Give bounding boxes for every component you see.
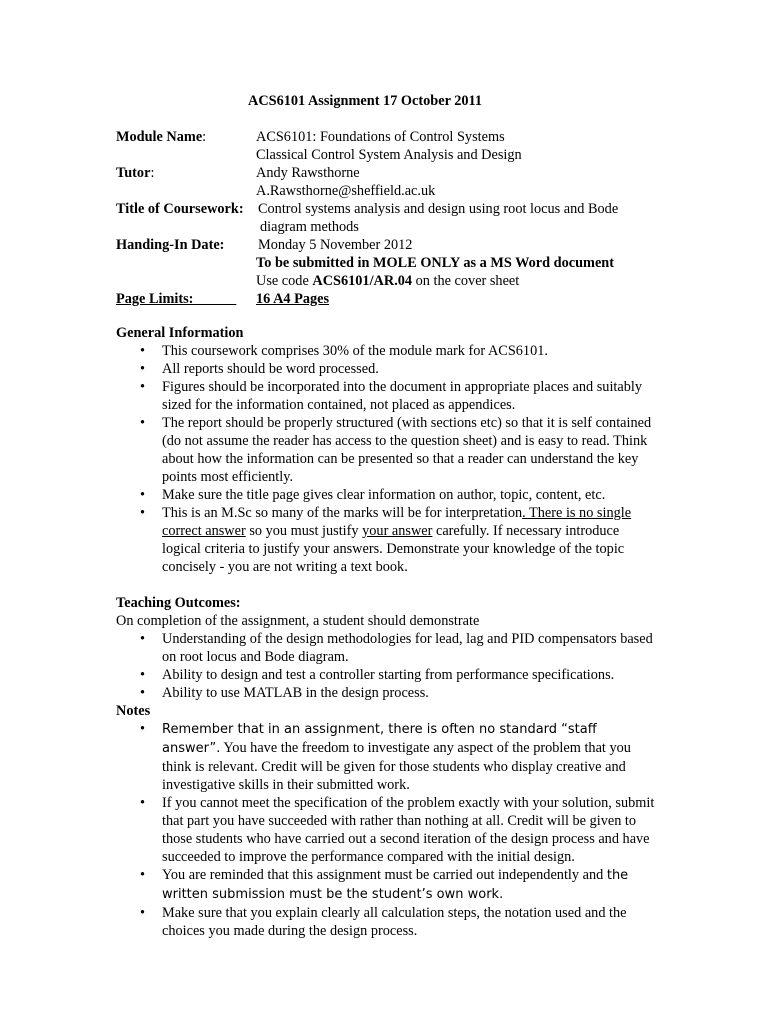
- list-item: • Understanding of the design methodologies for lead, lag and PID compensators based on root locus and Bode diagram.: [140, 631, 653, 665]
- module-colon: :: [202, 129, 207, 145]
- list-item: • Figures should be incorporated into the document in appropriate places and suitably sized for the information contained, not placed as appendices.: [140, 379, 643, 413]
- general-list: [116, 342, 656, 576]
- bullet-glyph: •: [140, 505, 146, 521]
- bullet-glyph: •: [140, 487, 146, 503]
- module-row-2: [116, 146, 676, 164]
- bullet-glyph: •: [140, 415, 146, 431]
- list-item: • The report should be properly structured (with sections etc) so that it is self contained (do not assume the reader has access to the question sheet) and is easy to read. Think about how the information can be presented so that a reader can understand the key points most efficiently.: [140, 415, 652, 485]
- list-item: • You are reminded that this assignment must be carried out independently and the written submission must be the student’s own work.: [140, 867, 629, 902]
- bullet-glyph: •: [140, 721, 146, 737]
- bullet-glyph: •: [140, 379, 146, 395]
- notes-heading: Notes: [116, 703, 151, 719]
- submission-row: [116, 254, 676, 272]
- document-title: ACS6101 Assignment 17 October 2011: [248, 93, 483, 109]
- code-prefix: Use code: [256, 273, 313, 289]
- module-row: [116, 128, 676, 146]
- list-item: • Ability to use MATLAB in the design process.: [140, 685, 429, 701]
- page-limits-row: [116, 290, 676, 308]
- submission-note: To be submitted in MOLE ONLY as a MS Word document: [256, 255, 615, 271]
- bullet-glyph: •: [140, 631, 146, 647]
- list-item: • Ability to design and test a controller starting from performance specifications.: [140, 667, 615, 683]
- list-item: • If you cannot meet the specification of the problem exactly with your solution, submit that part you have succeeded with rather than nothing at all. Credit will be given to those students who have carried out a second iteration of the design process and have succeeded to improve the performance compared with the initial design.: [140, 795, 655, 865]
- module-label: Module Name: [116, 129, 203, 145]
- bullet-glyph: •: [140, 361, 146, 377]
- module-line2: Classical Control System Analysis and Design: [256, 147, 522, 163]
- tutor-label: Tutor: [116, 165, 151, 181]
- list-item: • Remember that in an assignment, there is often no standard “staff answer”. You have the freedom to investigate any aspect of the problem that you think is relevant. Credit will be given for those students who display creative and investigative skills in their submitted work.: [140, 721, 631, 793]
- coursework-row: [116, 200, 676, 218]
- tutor-colon: :: [150, 165, 155, 181]
- module-line1: ACS6101: Foundations of Control Systems: [256, 129, 505, 145]
- tutor-email: A.Rawsthorne@sheffield.ac.uk: [256, 183, 436, 199]
- tutor-name: Andy Rawsthorne: [256, 165, 360, 181]
- no-single-answer-text: . There is no single correct answer: [162, 505, 632, 539]
- code-suffix: on the cover sheet: [412, 273, 520, 289]
- bullet-glyph: •: [140, 905, 146, 921]
- bullet-glyph: •: [140, 867, 146, 883]
- bullet-glyph: •: [140, 343, 146, 359]
- assignment-header: [116, 128, 676, 308]
- bullet-glyph: •: [140, 685, 146, 701]
- coursework-label: Title of Coursework:: [116, 201, 244, 217]
- coursework-line2: diagram methods: [260, 219, 359, 235]
- list-item: • This is an M.Sc so many of the marks will be for interpretation. There is no single correct answer so you must justify your answer carefully. If necessary introduce logical criteria to justify your answers. Demonstrate your knowledge of the topic concisely - you are not writing a text book.: [140, 505, 632, 575]
- notes-list: [116, 720, 656, 940]
- list-item: • Make sure that you explain clearly all calculation steps, the notation used and the choices you made during the design process.: [140, 905, 627, 939]
- document-body: [116, 324, 656, 940]
- coursework-line1: Control systems analysis and design using root locus and Bode: [258, 201, 619, 217]
- general-heading: General Information: [116, 325, 244, 341]
- outcomes-intro: On completion of the assignment, a student should demonstrate: [116, 613, 480, 629]
- list-item: • All reports should be word processed.: [140, 361, 379, 377]
- handin-date: Monday 5 November 2012: [258, 237, 413, 253]
- code-value: ACS6101/AR.04: [312, 273, 413, 289]
- handin-label: Handing-In Date:: [116, 237, 225, 253]
- your-answer-text: your answer: [362, 523, 433, 539]
- handin-row: [116, 236, 676, 254]
- tutor-row: [116, 164, 676, 182]
- outcomes-list: [116, 630, 656, 702]
- bullet-glyph: •: [140, 667, 146, 683]
- coursework-row-2: [116, 218, 676, 236]
- code-row: [116, 272, 676, 290]
- list-item: • This coursework comprises 30% of the module mark for ACS6101.: [140, 343, 548, 359]
- list-item: • Make sure the title page gives clear information on author, topic, content, etc.: [140, 487, 606, 503]
- tutor-email-row: [116, 182, 676, 200]
- page-limits-label: Page Limits:: [116, 291, 194, 307]
- page-limits-value: 16 A4 Pages: [256, 291, 330, 307]
- bullet-glyph: •: [140, 795, 146, 811]
- outcomes-heading: Teaching Outcomes:: [116, 595, 241, 611]
